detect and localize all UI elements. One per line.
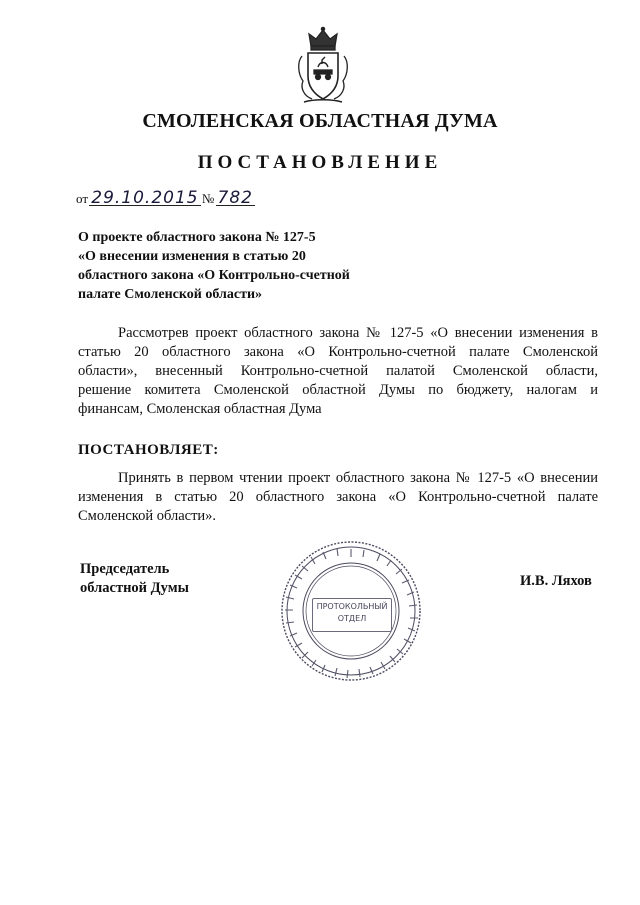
- signatory-title-line: областной Думы: [80, 580, 189, 596]
- document-subject: [78, 228, 398, 304]
- organization-title: СМОЛЕНСКАЯ ОБЛАСТНАЯ ДУМА: [142, 110, 498, 132]
- stamp-center-label: [312, 598, 392, 632]
- stamp-line: ПРОТОКОЛЬНЫЙ: [316, 602, 388, 611]
- document-type: ПОСТАНОВЛЕНИЕ: [197, 152, 443, 173]
- paragraph-line: Смоленской области».: [78, 508, 217, 524]
- paragraph-line: финансам, Смоленская областная Дума: [78, 401, 322, 417]
- resolution-paragraph: [78, 469, 598, 526]
- number-sign: №: [201, 191, 215, 206]
- date-number-line: [76, 188, 253, 208]
- subject-line: областного закона «О Контрольно-счетной: [78, 268, 350, 283]
- date-prefix: от: [76, 191, 89, 206]
- signatory-title: [80, 560, 189, 598]
- coat-of-arms-icon: [294, 26, 352, 106]
- subject-line: палате Смоленской области»: [78, 287, 263, 302]
- subject-line: «О внесении изменения в статью 20: [78, 249, 306, 264]
- stamp-line: ОТДЕЛ: [337, 614, 367, 623]
- paragraph-line: решение комитета Смоленской областной Думы по бюджету, налогам и: [78, 382, 598, 398]
- resolves-heading: ПОСТАНОВЛЯЕТ:: [78, 442, 219, 458]
- paragraph-line: области», внесенный Контрольно-счетной палатой Смоленской области,: [78, 363, 598, 379]
- signatory-title-line: Председатель: [80, 561, 170, 577]
- paragraph-line: Принять в первом чтении проект областного закона № 127-5 «О внесении: [118, 470, 598, 486]
- preamble-paragraph: [78, 324, 598, 419]
- paragraph-line: изменения в статью 20 областного закона «О Контрольно-счетной палате: [78, 489, 598, 505]
- signer-name: И.В. Ляхов: [520, 573, 592, 589]
- handwritten-number: 782: [217, 188, 253, 208]
- subject-line: О проекте областного закона № 127-5: [78, 230, 316, 245]
- paragraph-line: Рассмотрев проект областного закона № 127-5 «О внесении изменения в: [118, 325, 598, 341]
- paragraph-line: статью 20 областного закона «О Контрольно-счетной палате Смоленской: [78, 344, 598, 360]
- handwritten-date: 29.10.2015: [91, 188, 199, 208]
